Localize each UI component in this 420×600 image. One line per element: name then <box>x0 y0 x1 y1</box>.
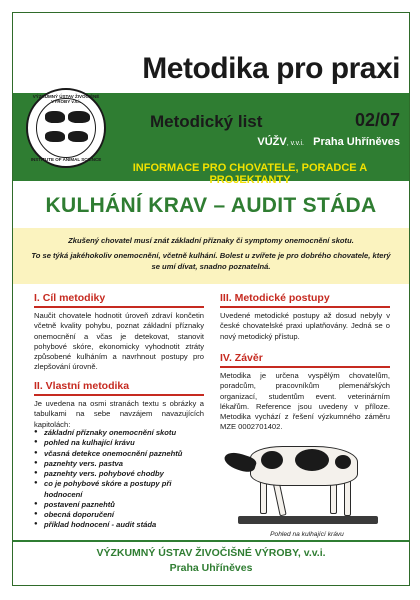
cow-icon <box>68 111 90 123</box>
cow-leg <box>344 480 351 516</box>
intro-line-2: To se týká jakéhokoliv onemocnění, včetně kulhání. Bolest u zvířete je pro dobrého chovatele, který se umí dívat, snadno poznatelná. <box>31 251 391 271</box>
horse-icon <box>45 111 65 123</box>
section-4-heading: IV. Závěr <box>220 352 263 364</box>
figure-caption: Pohled na kulhající krávu <box>270 531 344 538</box>
cow-spot <box>335 455 351 469</box>
section-4-text: Metodika je určena vyspělým chovatelům, poradcům, pracovníkům plemenářských organizací, studentům event. veterinárním lékařům. Reference jsou uvedeny v příloze. Metodika vychází z řešení výzkumného záměru MZE 0002701402. <box>220 371 390 432</box>
section-1-text: Naučit chovatele hodnotit úroveň zdraví končetin včetně kvality pohybu, poznat základní příznaky onemocnění a včas je detekovat, stanovit pohybové skóre, ekonomicky vyhodnotit ztráty způsobené kulháním a navrhnout postupy pro zlepšování úrovně. <box>34 311 204 372</box>
cow-body <box>250 446 358 486</box>
pig-icon <box>45 131 65 142</box>
list-item: ● co je pohybové skóre a postupy při hodnocení <box>34 479 209 500</box>
cow-spot <box>295 449 329 471</box>
list-item: ● základní příznaky onemocnění skotu <box>34 428 209 438</box>
page-title: Metodika pro praxi <box>142 52 400 85</box>
list-item: ● paznehty vers. pohybové chodby <box>34 469 209 479</box>
list-item: ● obecná doporučení <box>34 510 209 520</box>
cow-spot <box>261 451 283 469</box>
list-item: ● postavení paznehtů <box>34 500 209 510</box>
section-1-rule <box>34 306 204 308</box>
lame-cow-photo <box>218 432 396 528</box>
footer-location: Praha Uhříněves <box>169 562 253 574</box>
institute-logo <box>26 88 106 168</box>
section-1-heading: I. Cíl metodiky <box>34 292 106 304</box>
floor-mat <box>238 516 378 524</box>
sheep-icon <box>68 131 88 142</box>
section-4-rule <box>220 366 390 368</box>
list-item: ● pohled na kulhající krávu <box>34 438 209 448</box>
intro-line-1: Zkušený chovatel musí znát základní příznaky či symptomy onemocnění skotu. <box>68 236 354 245</box>
issue-number: 02/07 <box>354 110 400 130</box>
top-band <box>13 13 409 51</box>
section-2-text: Je uvedena na osmi stranách textu s obrázky a tabulkami na sebe navzájem navazujících kapitolách: <box>34 399 204 429</box>
methodology-chapter-list <box>34 428 209 531</box>
section-3-text: Uvedené metodické postupy až dosud nebyly v české chovatelské praxi uplatňovány. Jedná se o nový metodický přístup. <box>220 311 390 341</box>
institute-line: VÚŽV, v.v.i. Praha Uhříněves <box>257 136 400 148</box>
section-3-heading: III. Metodické postupy <box>220 292 330 304</box>
logo-top-text: VÝZKUMNÝ ÚSTAV ŽIVOČIŠNÉ VÝROBY v.v.i. <box>32 94 100 104</box>
section-2-rule <box>34 394 204 396</box>
institute-abbr: VÚŽV <box>257 136 287 148</box>
logo-bottom-text: INSTITUTE OF ANIMAL SCIENCE <box>30 157 102 162</box>
section-3-rule <box>220 306 390 308</box>
institute-location: Praha Uhříněves <box>313 136 400 148</box>
doc-type-label: Metodický list <box>150 112 263 131</box>
list-item: ● příklad hodnocení - audit stáda <box>34 520 209 530</box>
section-2-heading: II. Vlastní metodika <box>34 380 130 392</box>
footer-rule <box>13 540 409 542</box>
list-item: ● paznehty vers. pastva <box>34 459 209 469</box>
intro-box <box>13 228 409 284</box>
list-item: ● včasná detekce onemocnění paznehtů <box>34 449 209 459</box>
logo-inner-ring <box>36 98 96 158</box>
audience-banner: INFORMACE PRO CHOVATELE, PORADCE A PROJEKTANTY <box>132 162 368 186</box>
main-headline: KULHÁNÍ KRAV – AUDIT STÁDA <box>45 194 377 217</box>
footer-institute: VÝZKUMNÝ ÚSTAV ŽIVOČIŠNÉ VÝROBY, v.v.i. <box>96 547 326 559</box>
institute-suffix: v.v.i. <box>290 140 304 147</box>
